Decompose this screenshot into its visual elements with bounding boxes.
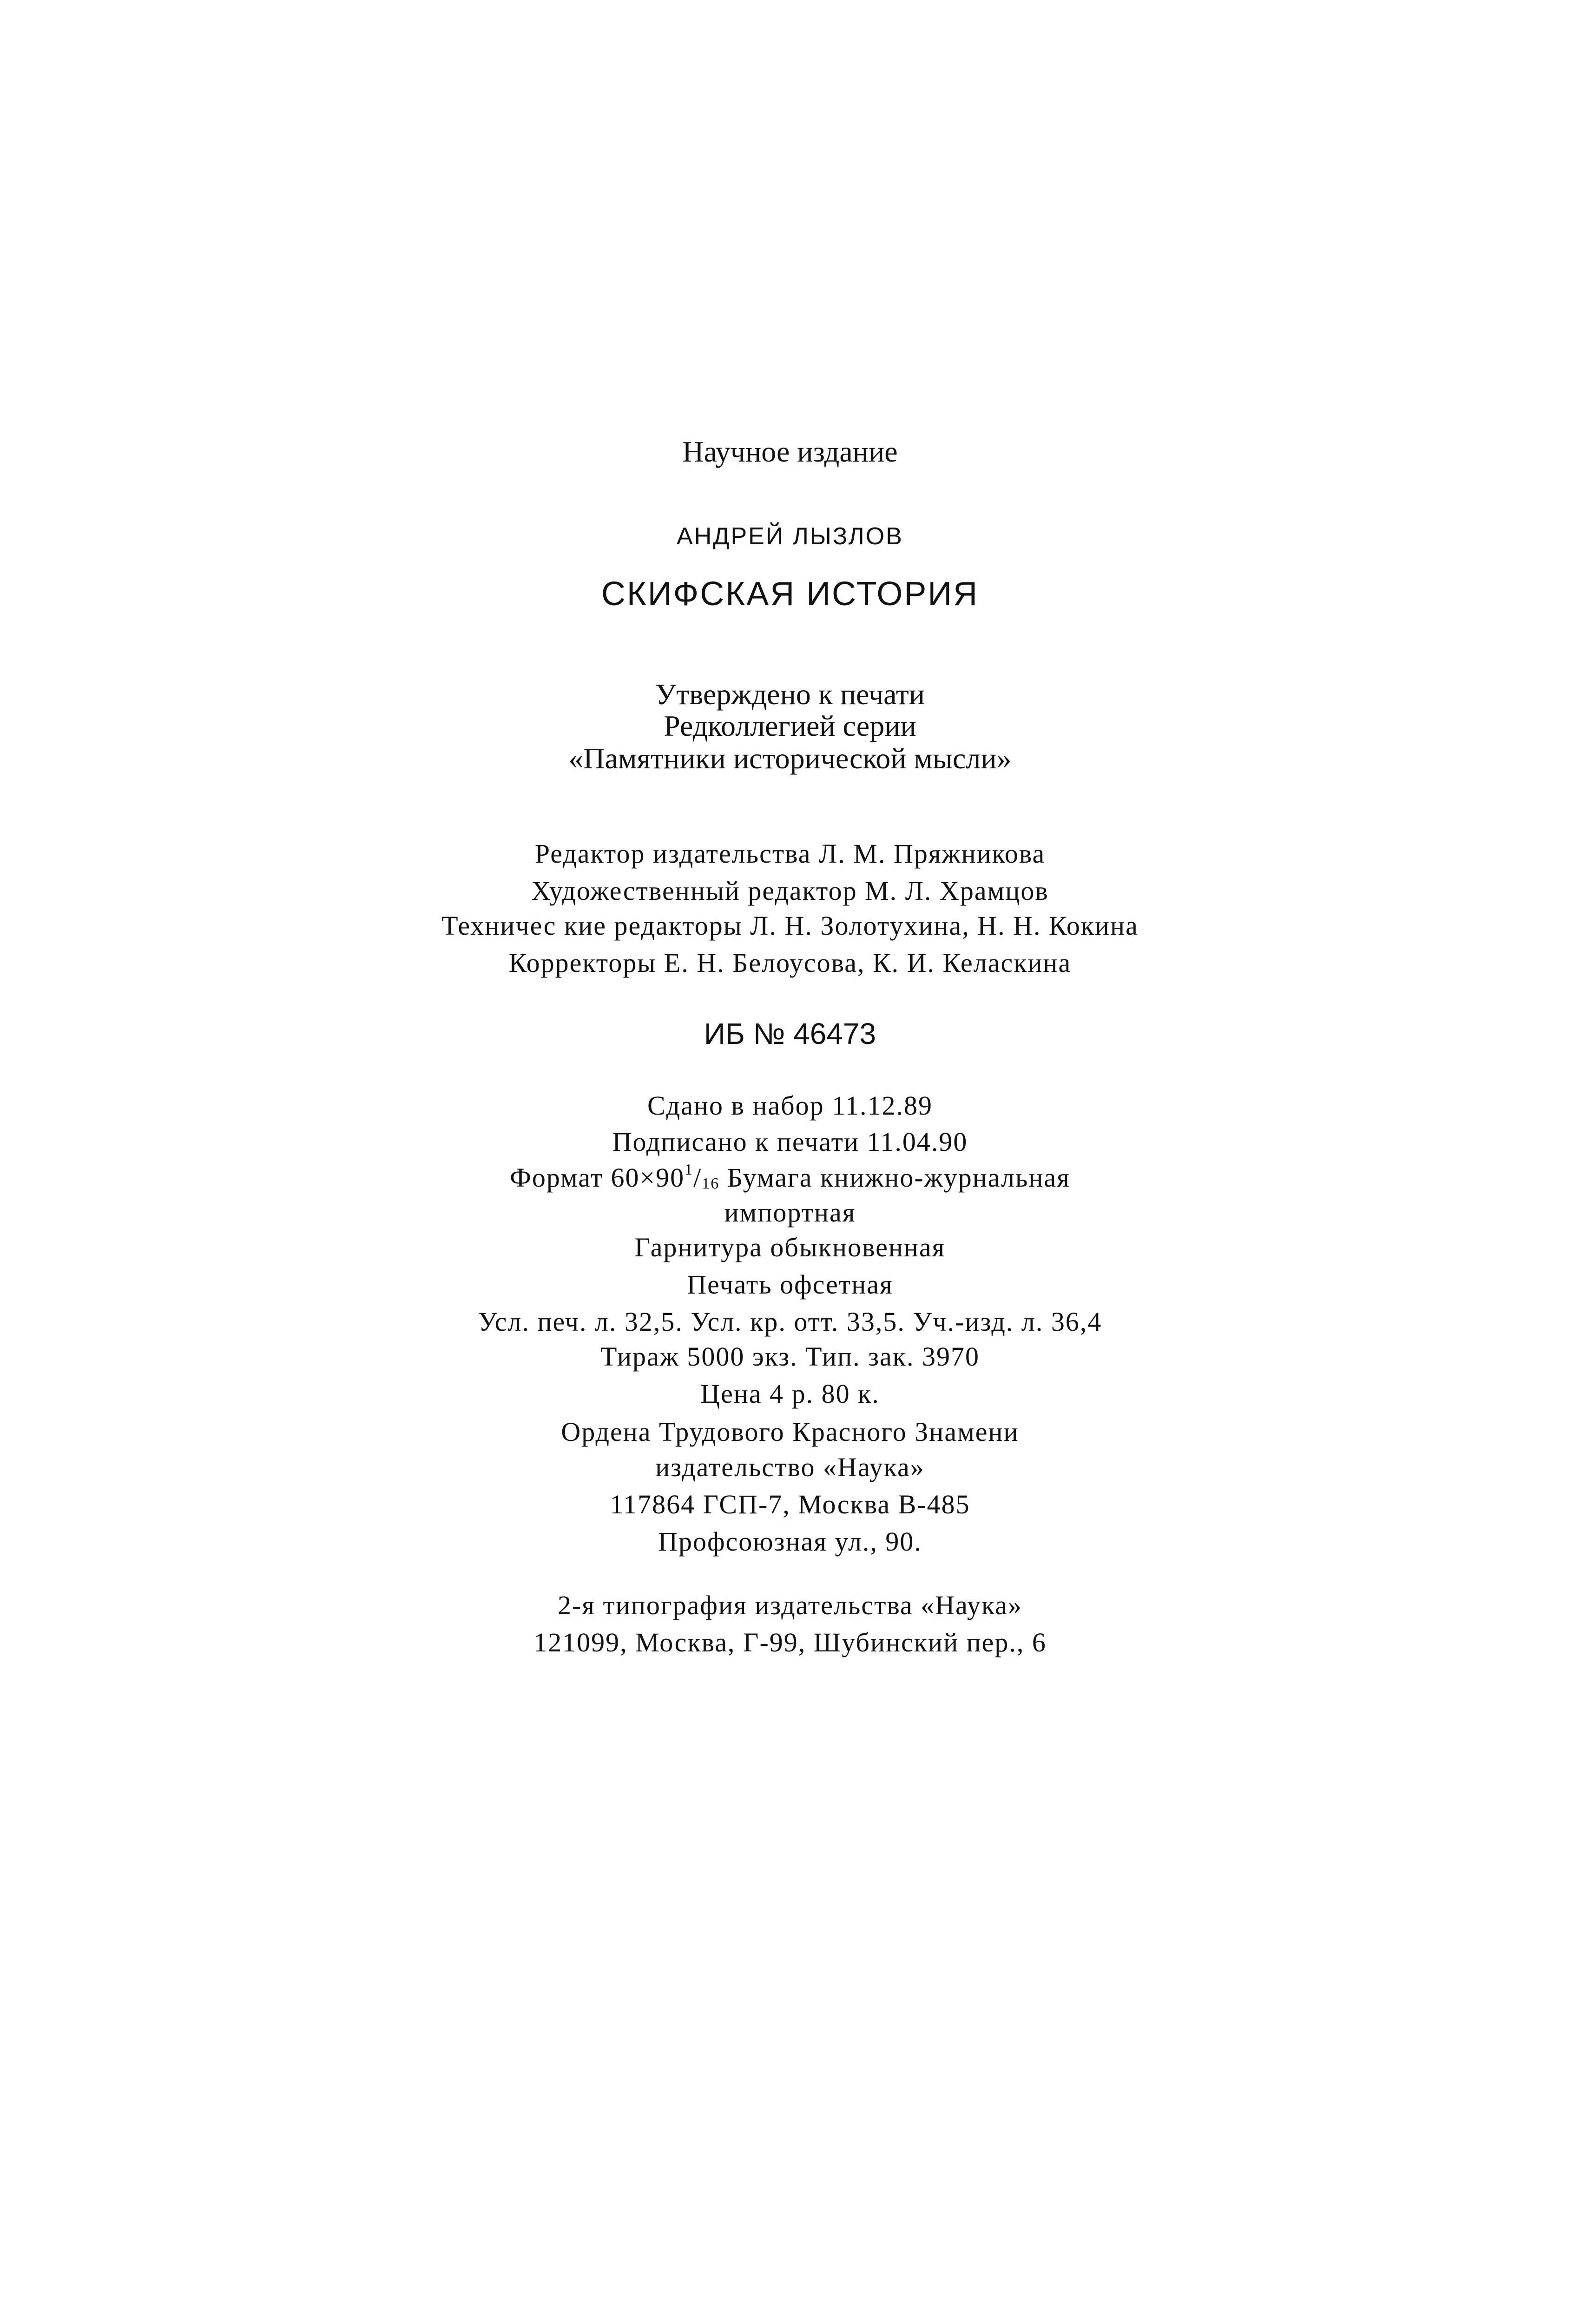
approval-series: «Памятники исторической мысли»	[568, 742, 1012, 775]
imprint-typeface: Гарнитура обыкновенная	[634, 1232, 946, 1262]
credit-tech-editors: Техничес кие редакторы Л. Н. Золотухина, Н. Н. Кокина	[441, 911, 1139, 941]
book-title: СКИФСКАЯ ИСТОРИЯ	[601, 575, 979, 613]
format-sup: 1	[685, 1161, 694, 1178]
publisher-address: 117864 ГСП-7, Москва В-485	[610, 1489, 970, 1519]
author-name: АНДРЕЙ ЛЫЗЛОВ	[677, 523, 903, 550]
credit-art-editor: Художественный редактор М. Л. Храмцов	[531, 876, 1049, 906]
imprint-sent-to-typesetting: Сдано в набор 11.12.89	[647, 1090, 933, 1121]
imprint-sheets: Усл. печ. л. 32,5. Усл. кр. отт. 33,5. Уч.-изд. л. 36,4	[478, 1307, 1102, 1337]
credit-editor: Редактор издательства Л. М. Пряжникова	[534, 838, 1046, 869]
publisher-line-1: Ордена Трудового Красного Знамени	[561, 1417, 1019, 1447]
imprint-printing: Печать офсетная	[687, 1269, 893, 1300]
approval-line-1: Утверждено к печати	[655, 678, 925, 711]
printer-address: 121099, Москва, Г-99, Шубинский пер., 6	[533, 1627, 1047, 1657]
imprint-signed-to-print: Подписано к печати 11.04.90	[612, 1127, 968, 1157]
printer-line-1: 2-я типография издательства «Наука»	[557, 1590, 1023, 1620]
imprint-format	[0, 1162, 1580, 1192]
publisher-line-2: издательство «Наука»	[655, 1452, 925, 1482]
format-prefix: Формат 60×90	[510, 1162, 685, 1193]
credit-proofreaders: Корректоры Е. Н. Белоусова, К. И. Келаскина	[508, 948, 1072, 978]
imprint-price: Цена 4 р. 80 к.	[700, 1379, 880, 1409]
edition-type: Научное издание	[682, 435, 898, 468]
imprint-paper-line-2: импортная	[724, 1197, 856, 1228]
publisher-street: Профсоюзная ул., 90.	[658, 1526, 922, 1557]
format-sub: 16	[702, 1175, 720, 1192]
imprint-circulation: Тираж 5000 экз. Тип. зак. 3970	[600, 1341, 980, 1372]
format-slash: /	[693, 1162, 702, 1193]
ib-number: ИБ № 46473	[704, 1017, 876, 1050]
approval-line-2: Редколлегией серии	[664, 709, 916, 742]
format-suffix: Бумага книжно-журнальная	[719, 1162, 1070, 1193]
